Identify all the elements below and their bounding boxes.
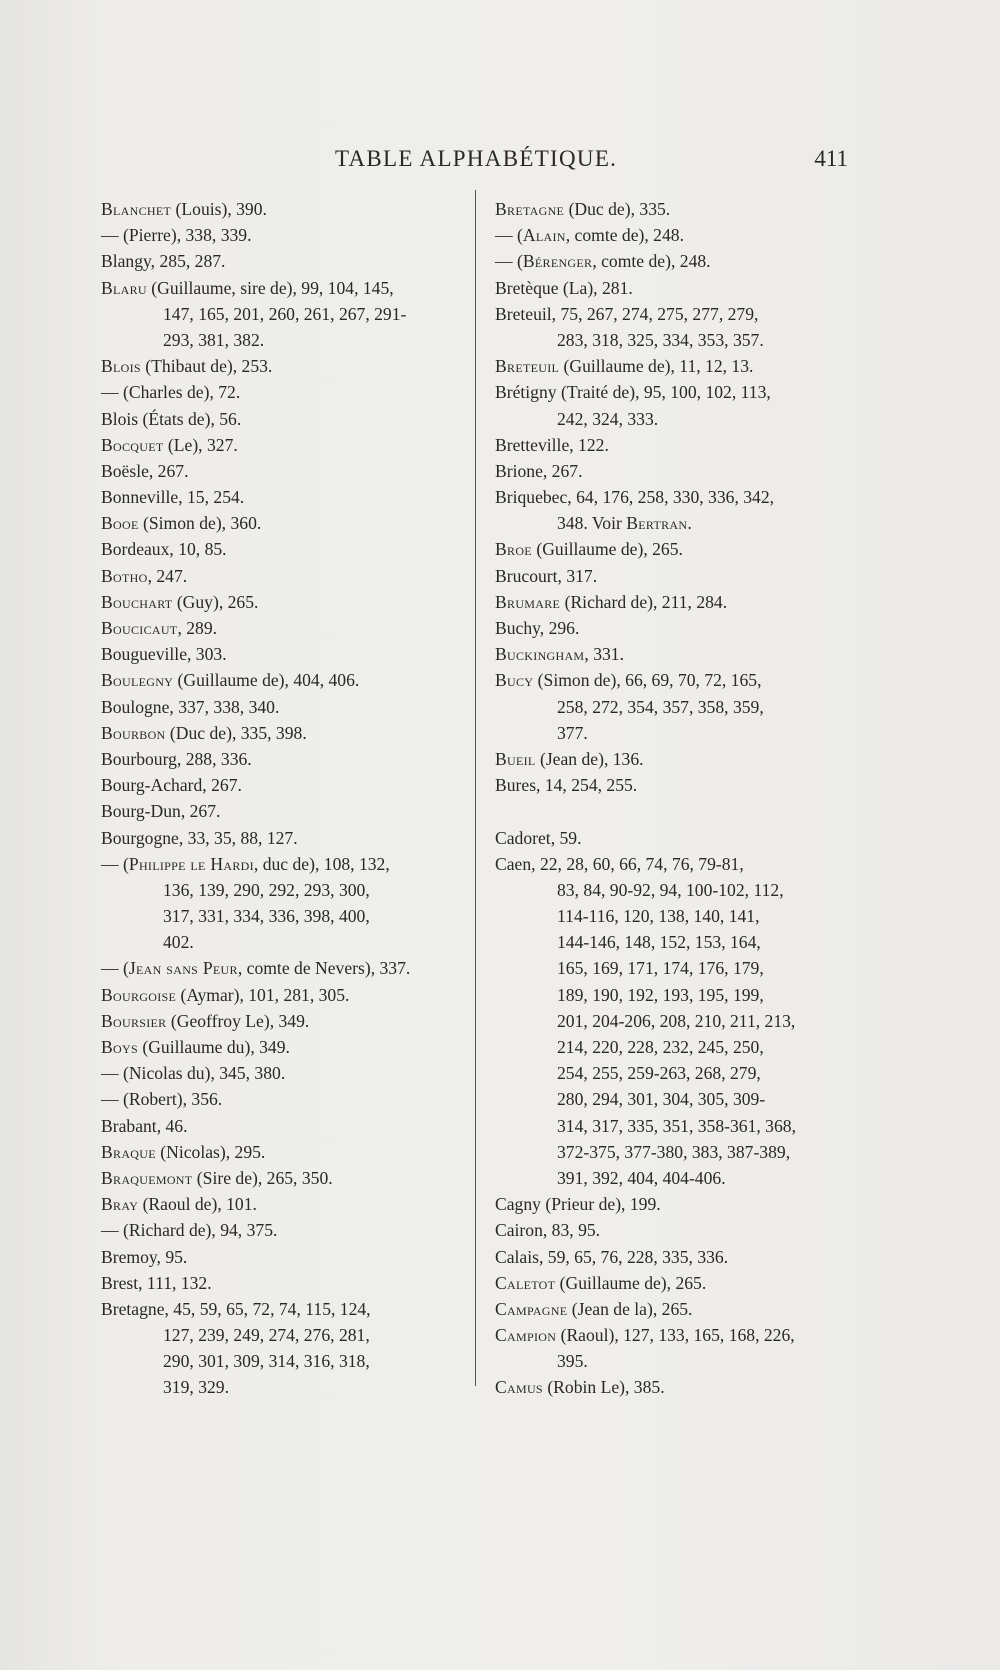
entry-name: Caletot xyxy=(495,1272,556,1293)
entry-text: 258, 272, 354, 357, 358, 359, xyxy=(557,696,764,717)
entry-refs: (Simon de), 360. xyxy=(138,513,262,534)
entry-name: Boursier xyxy=(101,1010,167,1031)
index-entry-line xyxy=(101,484,463,510)
index-entry-line xyxy=(495,536,857,562)
index-entry-line xyxy=(101,903,463,929)
entry-refs: (Le), 327. xyxy=(163,434,238,455)
index-entry-line xyxy=(495,1296,857,1322)
entry-refs: (Guillaume de), 265. xyxy=(555,1272,707,1293)
index-entry-line xyxy=(495,432,857,458)
index-entry-line xyxy=(495,929,857,955)
entry-text: 136, 139, 290, 292, 293, 300, xyxy=(163,879,370,900)
entry-text: Bonneville, 15, 254. xyxy=(101,487,245,508)
entry-prefix: — ( xyxy=(495,251,523,272)
entry-text: Calais, 59, 65, 76, 228, 335, 336. xyxy=(495,1246,729,1267)
entry-refs: (Raoul de), 101. xyxy=(138,1194,257,1215)
entry-text: 144-146, 148, 152, 153, 164, xyxy=(557,932,761,953)
index-entry-line xyxy=(495,615,857,641)
index-entry-line xyxy=(495,406,857,432)
index-entry-line xyxy=(495,903,857,929)
entry-text: — (Charles de), 72. xyxy=(101,382,241,403)
entry-refs: (Guillaume de), 404, 406. xyxy=(173,670,360,691)
entry-name: Braquemont xyxy=(101,1167,193,1188)
index-entry-line xyxy=(101,406,463,432)
entry-refs: (Guy), 265. xyxy=(172,591,259,612)
entry-text: Blangy, 285, 287. xyxy=(101,251,226,272)
index-entry-line xyxy=(495,1244,857,1270)
entry-text: 317, 331, 334, 336, 398, 400, xyxy=(163,906,370,927)
entry-text: Brucourt, 317. xyxy=(495,565,598,586)
entry-refs: (Raoul), 127, 133, 165, 168, 226, xyxy=(556,1325,795,1346)
index-entry-line xyxy=(495,1139,857,1165)
entry-text: — (Nicolas du), 345, 380. xyxy=(101,1063,286,1084)
entry-refs: , duc de), 108, 132, xyxy=(253,853,390,874)
entry-name: Alain xyxy=(522,225,566,246)
entry-name: Bray xyxy=(101,1194,139,1215)
entry-text: 189, 190, 192, 193, 195, 199, xyxy=(557,984,764,1005)
index-entry-line xyxy=(101,458,463,484)
entry-refs: (Sire de), 265, 350. xyxy=(192,1167,333,1188)
index-entry-line xyxy=(495,275,857,301)
entry-text: Briquebec, 64, 176, 258, 330, 336, 342, xyxy=(495,487,775,508)
entry-text: Cagny (Prieur de), 199. xyxy=(495,1194,661,1215)
entry-text: 201, 204-206, 208, 210, 211, 213, xyxy=(557,1010,796,1031)
entry-name: Bourbon xyxy=(101,722,166,743)
index-entry-line xyxy=(495,667,857,693)
entry-name: Campagne xyxy=(495,1298,568,1319)
index-entry-line xyxy=(101,222,463,248)
entry-text: Boulogne, 337, 338, 340. xyxy=(101,696,280,717)
entry-name: Buckingham xyxy=(495,644,585,665)
entry-refs: (Duc de), 335, 398. xyxy=(165,722,307,743)
index-entry-line xyxy=(101,1165,463,1191)
entry-refs: (Aymar), 101, 281, 305. xyxy=(176,984,350,1005)
index-entry-line xyxy=(101,929,463,955)
index-entry-line xyxy=(495,877,857,903)
index-entry-line xyxy=(101,1296,463,1322)
entry-name: Brumare xyxy=(495,591,561,612)
entry-refs: (Guillaume du), 349. xyxy=(137,1037,290,1057)
entry-name: Campion xyxy=(495,1325,557,1346)
entry-text: Blois (États de), 56. xyxy=(101,408,242,429)
entry-name: Botho xyxy=(101,565,148,586)
entry-text: 402. xyxy=(163,932,194,953)
index-entry-line xyxy=(101,641,463,667)
index-entry-line xyxy=(101,1191,463,1217)
entry-text: Bures, 14, 254, 255. xyxy=(495,775,638,796)
index-entry-line xyxy=(101,1217,463,1243)
index-entry-line xyxy=(101,877,463,903)
entry-text: 127, 239, 249, 274, 276, 281, xyxy=(163,1325,370,1346)
entry-text: 165, 169, 171, 174, 176, 179, xyxy=(557,958,764,979)
entry-prefix: — ( xyxy=(101,958,129,979)
entry-text: 319, 329. xyxy=(163,1377,229,1398)
index-entry-line xyxy=(101,798,463,824)
index-entry-line xyxy=(495,379,857,405)
index-entry-line xyxy=(495,641,857,667)
entry-text: — (Robert), 356. xyxy=(101,1089,223,1110)
index-entry-line xyxy=(101,982,463,1008)
index-entry-line xyxy=(101,275,463,301)
entry-refs: (Richard de), 211, 284. xyxy=(560,591,728,612)
index-entry-line xyxy=(495,955,857,981)
column-divider xyxy=(475,190,476,1386)
entry-name: Bretagne xyxy=(495,199,565,219)
index-entry-line xyxy=(495,353,857,379)
entry-prefix: — ( xyxy=(101,853,129,874)
index-entry-line xyxy=(495,1060,857,1086)
entry-refs: , comte de Nevers), 337. xyxy=(237,958,411,979)
index-entry-line xyxy=(495,222,857,248)
index-entry-line xyxy=(101,1270,463,1296)
entry-name: Bucy xyxy=(495,670,534,691)
entry-text: 372-375, 377-380, 383, 387-389, xyxy=(557,1141,791,1162)
entry-text: 254, 255, 259-263, 268, 279, xyxy=(557,1063,761,1084)
entry-text: 293, 381, 382. xyxy=(163,329,265,350)
index-entry-line xyxy=(495,851,857,877)
entry-refs: (Guillaume, sire de), 99, 104, 145, xyxy=(146,277,394,298)
entry-text: Breteuil, 75, 267, 274, 275, 277, 279, xyxy=(495,303,759,324)
entry-name: Broe xyxy=(495,539,532,560)
entry-text: Brest, 111, 132. xyxy=(101,1272,212,1293)
index-entry-line xyxy=(101,667,463,693)
entry-refs: (Duc de), 335. xyxy=(564,199,671,219)
entry-name: Booe xyxy=(101,513,139,534)
index-entry-line xyxy=(495,196,857,222)
page-title: TABLE ALPHABÉTIQUE. xyxy=(335,146,618,171)
index-entry-line xyxy=(495,563,857,589)
index-entry-line xyxy=(495,1191,857,1217)
entry-text: 242, 324, 333. xyxy=(557,408,659,429)
index-entry-line xyxy=(101,432,463,458)
entry-text: 290, 301, 309, 314, 316, 318, xyxy=(163,1351,370,1372)
index-entry-line xyxy=(495,825,857,851)
index-entry-line xyxy=(495,1034,857,1060)
index-entry-line xyxy=(101,196,463,222)
entry-text: Brione, 267. xyxy=(495,460,583,481)
index-entry-line xyxy=(495,458,857,484)
entry-text: 114-116, 120, 138, 140, 141, xyxy=(557,906,760,927)
entry-text: Buchy, 296. xyxy=(495,618,580,638)
entry-text: Bourgogne, 33, 35, 88, 127. xyxy=(101,827,298,848)
index-entry-line xyxy=(101,1008,463,1034)
index-entry-line xyxy=(495,1086,857,1112)
entry-refs: , 247. xyxy=(147,565,188,586)
index-entry-line xyxy=(101,301,463,327)
entry-name: Bueil xyxy=(495,748,536,769)
entry-refs: , comte de), 248. xyxy=(592,251,711,272)
index-entry-line xyxy=(101,1348,463,1374)
entry-refs: , 289. xyxy=(177,618,218,638)
entry-name: Bérenger xyxy=(522,251,593,272)
entry-name: Bertran xyxy=(626,513,688,534)
index-entry-line xyxy=(101,1060,463,1086)
index-entry-line xyxy=(101,563,463,589)
entry-name: Braque xyxy=(101,1141,156,1162)
index-entry-line xyxy=(101,248,463,274)
index-entry-line xyxy=(101,1113,463,1139)
entry-text: 147, 165, 201, 260, 261, 267, 291- xyxy=(163,303,407,324)
index-entry-line xyxy=(495,510,857,536)
entry-text: Caen, 22, 28, 60, 66, 74, 76, 79-81, xyxy=(495,853,744,874)
entry-refs: (Jean de la), 265. xyxy=(567,1298,693,1319)
index-entry-line xyxy=(101,510,463,536)
index-entry-line xyxy=(101,720,463,746)
index-entry-line xyxy=(495,1374,857,1400)
index-entry-line xyxy=(495,772,857,798)
entry-refs: (Jean de), 136. xyxy=(535,748,644,769)
index-entry-line xyxy=(101,1322,463,1348)
index-entry-line xyxy=(101,1139,463,1165)
entry-name: Boucicaut xyxy=(101,618,178,638)
entry-text: Bougueville, 303. xyxy=(101,644,227,665)
index-entry-line xyxy=(495,1217,857,1243)
entry-refs: (Guillaume de), 11, 12, 13. xyxy=(559,356,754,377)
index-entry-line xyxy=(101,746,463,772)
entry-name: Blanchet xyxy=(101,199,172,219)
entry-text: Bourg-Achard, 267. xyxy=(101,775,242,796)
index-entry-line xyxy=(101,955,463,981)
entry-text: 83, 84, 90-92, 94, 100-102, 112, xyxy=(557,879,784,900)
index-entry-line xyxy=(495,327,857,353)
index-entry-line xyxy=(495,1270,857,1296)
entry-text: Bremoy, 95. xyxy=(101,1246,188,1267)
entry-text: 214, 220, 228, 232, 245, 250, xyxy=(557,1037,764,1057)
index-entry-line xyxy=(101,1374,463,1400)
index-entry-line xyxy=(101,825,463,851)
entry-text: Cairon, 83, 95. xyxy=(495,1220,601,1241)
entry-refs: (Guillaume de), 265. xyxy=(531,539,683,560)
page-number: 411 xyxy=(814,146,848,171)
entry-text: 391, 392, 404, 404-406. xyxy=(557,1167,726,1188)
entry-text: 314, 317, 335, 351, 358-361, 368, xyxy=(557,1115,796,1136)
index-entry-line xyxy=(101,694,463,720)
index-entry-line xyxy=(101,536,463,562)
entry-text: Bourg-Dun, 267. xyxy=(101,801,221,822)
entry-text: Bretteville, 122. xyxy=(495,434,609,455)
index-entry-line xyxy=(495,301,857,327)
index-entry-line xyxy=(495,1165,857,1191)
index-entry-line xyxy=(495,720,857,746)
index-entry-line xyxy=(495,589,857,615)
entry-text: Bretèque (La), 281. xyxy=(495,277,633,298)
index-entry-line xyxy=(495,1113,857,1139)
entry-refs: . xyxy=(687,513,692,534)
entry-name: Boys xyxy=(101,1037,138,1057)
index-entry-line xyxy=(495,1322,857,1348)
entry-refs: (Geoffroy Le), 349. xyxy=(166,1010,310,1031)
index-entry-line xyxy=(101,615,463,641)
entry-refs: (Nicolas), 295. xyxy=(155,1141,266,1162)
entry-name: Philippe le Hardi xyxy=(128,853,254,874)
index-entry-line xyxy=(495,694,857,720)
entry-text: 283, 318, 325, 334, 353, 357. xyxy=(557,329,764,350)
index-entry-line xyxy=(101,589,463,615)
entry-name: Blaru xyxy=(101,277,147,298)
entry-text: Brabant, 46. xyxy=(101,1115,188,1136)
index-entry-line xyxy=(495,484,857,510)
entry-refs: , 331. xyxy=(584,644,624,665)
index-entry-line xyxy=(101,353,463,379)
entry-name: Boulegny xyxy=(101,670,174,691)
index-entry-line xyxy=(101,1244,463,1270)
index-entry-line xyxy=(495,1348,857,1374)
index-entry-line xyxy=(495,248,857,274)
letter-section-gap xyxy=(495,798,857,824)
entry-refs: (Simon de), 66, 69, 70, 72, 165, xyxy=(533,670,762,691)
entry-name: Jean sans Peur xyxy=(128,958,238,979)
index-entry-line xyxy=(101,851,463,877)
entry-text: Cadoret, 59. xyxy=(495,827,582,848)
index-entry-line xyxy=(101,1086,463,1112)
index-entry-line xyxy=(101,772,463,798)
entry-text: — (Richard de), 94, 375. xyxy=(101,1220,278,1241)
entry-prefix: — ( xyxy=(495,225,523,246)
entry-text: 395. xyxy=(557,1351,588,1372)
entry-name: Bouchart xyxy=(101,591,173,612)
entry-name: Bocquet xyxy=(101,434,164,455)
entry-text: — (Pierre), 338, 339. xyxy=(101,225,252,246)
entry-text: Bretagne, 45, 59, 65, 72, 74, 115, 124, xyxy=(101,1298,371,1319)
index-entry-line xyxy=(101,327,463,353)
index-column-right xyxy=(495,196,857,1401)
entry-text: Bourbourg, 288, 336. xyxy=(101,748,252,769)
entry-name: Camus xyxy=(495,1377,543,1398)
index-entry-line xyxy=(101,379,463,405)
entry-text: Boësle, 267. xyxy=(101,460,189,481)
entry-text: Brétigny (Traité de), 95, 100, 102, 113, xyxy=(495,382,771,403)
index-entry-line xyxy=(495,746,857,772)
entry-text: 280, 294, 301, 304, 305, 309- xyxy=(557,1089,766,1110)
index-entry-line xyxy=(495,982,857,1008)
entry-refs: (Louis), 390. xyxy=(171,199,267,219)
entry-text: 377. xyxy=(557,722,588,743)
entry-name: Blois xyxy=(101,356,141,377)
page-header xyxy=(0,146,1000,180)
entry-refs: (Robin Le), 385. xyxy=(542,1377,665,1398)
index-column-left xyxy=(101,196,463,1401)
entry-prefix: 348. Voir xyxy=(557,513,627,534)
entry-refs: (Thibaut de), 253. xyxy=(140,356,273,377)
entry-text: Bordeaux, 10, 85. xyxy=(101,539,227,560)
entry-refs: , comte de), 248. xyxy=(565,225,684,246)
index-entry-line xyxy=(101,1034,463,1060)
entry-name: Bourgoise xyxy=(101,984,177,1005)
index-entry-line xyxy=(495,1008,857,1034)
entry-name: Breteuil xyxy=(495,356,560,377)
